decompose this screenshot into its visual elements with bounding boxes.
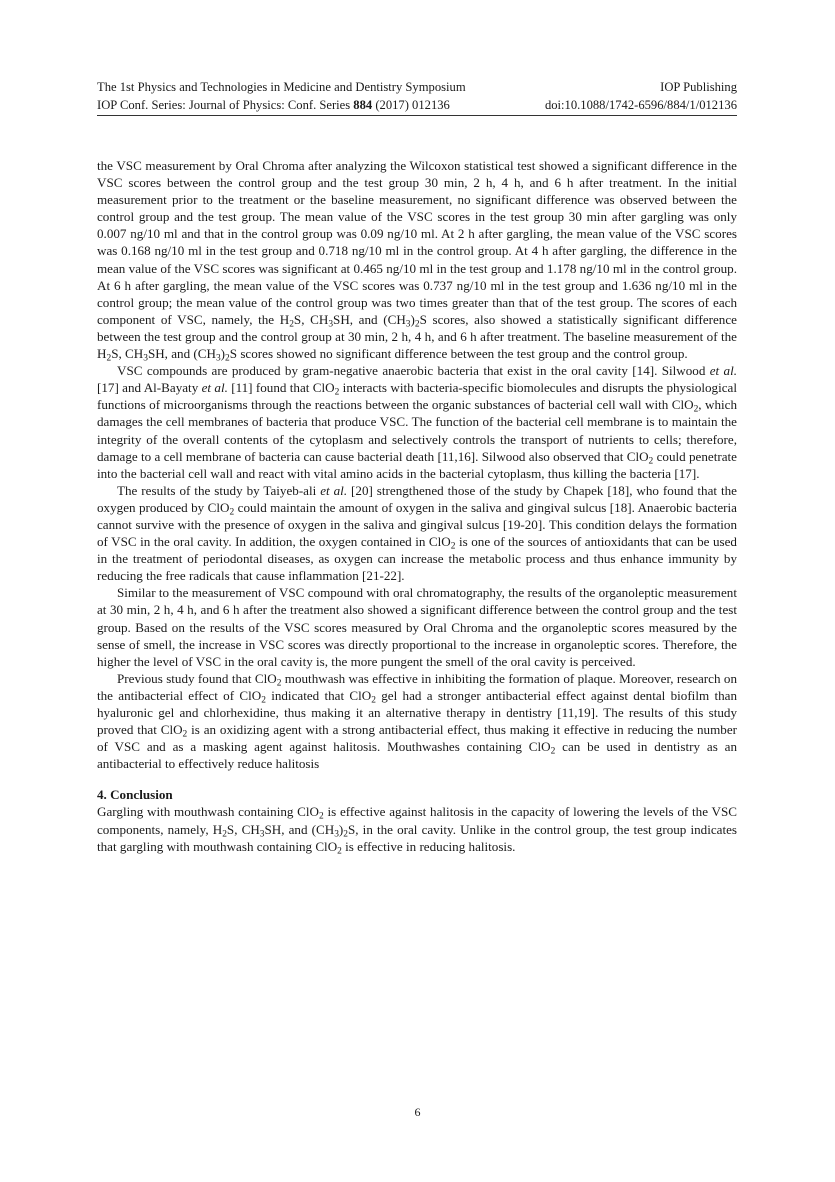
running-header — [97, 78, 737, 116]
paragraph-vsc-bacteria: VSC compounds are produced by gram-negative anaerobic bacteria that exist in the oral cavity [14]. Silwood et al. [17] and Al-Bayaty et al. [11] found that ClO$_2$ interacts with bacteria-specific biomolecules and disrupts the physiological functions of microorganisms through the reactions between the organic substances of bacterial cell wall with ClO$_2$, which damages the cell membranes of bacteria that produce VSC. The function of the bacterial cell membrane is to maintain the integrity of the overall contents of the cytoplasm and selectively controls the transport of nutrients to cells; therefore, damage to a cell membrane of bacteria can cause bacterial death [11,16]. Silwood also observed that ClO$_2$ could penetrate into the bacterial cell wall and react with vital amino acids in the bacterial cytoplasm, thus killing the bacteria [17]. — [97, 363, 737, 481]
volume-number: 884 — [353, 98, 373, 112]
symposium-title: The 1st Physics and Technologies in Medicine and Dentistry Symposium — [97, 80, 466, 94]
publisher-name: IOP Publishing — [660, 80, 737, 94]
header-row-bottom — [97, 96, 737, 114]
doi-text: doi:10.1088/1742-6596/884/1/012136 — [544, 98, 737, 112]
page-number: 6 — [414, 1105, 421, 1119]
paragraph-clo2-antibacterial: Previous study found that ClO$_2$ mouthwash was effective in inhibiting the formation of plaque. Moreover, research on the antibacterial effect of ClO$_2$ indicated that ClO$_2$ gel had a stronger antibacterial effect against dental biofilm than hyaluronic gel and chlorhexidine, thus making it an alternative therapy in dentistry [11,19]. The results of this study proved that ClO$_2$ is an oxidizing agent with a strong antibacterial effect, thus making it effective in reducing the number of VSC and as a masking agent against halitosis. Mouthwashes containing ClO$_2$ can be used in dentistry as an antibacterial to effectively reduce halitosis — [97, 670, 737, 772]
series-citation: IOP Conf. Series: Journal of Physics: Conf. Series 884 (2017) 012136 — [97, 98, 450, 112]
header-rule — [97, 115, 737, 116]
header-row-top — [97, 78, 737, 96]
paragraph-organoleptic: Similar to the measurement of VSC compound with oral chromatography, the results of the organoleptic measurement at 30 min, 2 h, 4 h, and 6 h after the treatment also showed a significant difference between the control group and the test group. Based on the results of the VSC scores measured by Oral Chroma and the organoleptic scores measured by the sense of smell, the increase in VSC scores was directly proportional to the increase in organoleptic scores. Therefore, the higher the level of VSC in the oral cavity is, the more pungent the smell of the oral cavity is perceived. — [97, 585, 737, 669]
paragraph-conclusion: Gargling with mouthwash containing ClO$_2$ is effective against halitosis in the capacity of lowering the levels of the VSC components, namely, $H_2S$, $CH_3SH$, and $(CH_3)_2S$, in the oral cavity. Unlike in the control group, the test group indicates that gargling with mouthwash containing ClO$_2$ is effective in reducing halitosis. — [97, 804, 737, 856]
paragraph-oxygen: The results of the study by Taiyeb-ali et al. [20] strengthened those of the study by Chapek [18], who found that the oxygen produced by ClO$_2$ could maintain the amount of oxygen in the saliva and gingival sulcus [18]. Anaerobic bacteria cannot survive with the presence of oxygen in the saliva and gingival sulcus [19-20]. This condition delays the formation of VSC in the oral cavity. In addition, the oxygen contained in ClO$_2$ is one of the sources of antioxidants that can be used in the treatment of periodontal diseases, as oxygen can increase the metabolic process and thus enhance immunity by reducing the free radicals that cause inflammation [21-22]. — [97, 482, 737, 584]
paragraph-vsc-results: the VSC measurement by Oral Chroma after analyzing the Wilcoxon statistical test showed a significant difference in the VSC scores between the control group and the test group 30 min, 2 h, 4 h, and 6 h after treatment. In the initial measurement prior to the treatment or the baseline measurement, no significant difference was observed between the control group and the test group. The mean value of the VSC scores in the test group 30 min after gargling was only 0.007 ng/10 ml and that in the control group was 0.09 ng/10 ml. At 2 h after gargling, the mean value of the VSC scores was 0.168 ng/10 ml in the test group and 0.718 ng/10 ml in the control group. At 4 h after gargling, the difference in the mean value of the VSC scores was significant at 0.465 ng/10 ml in the test group and 1.178 ng/10 ml in the control group. At 6 h after gargling, the mean value of the VSC scores was 0.737 ng/10 ml in the test group and 1.636 ng/10 ml in the control group; the mean value of the control group was two times greater than that of the test group. The scores of each component of VSC, namely, the $H_2S$, $CH_3SH$, and $(CH_3)_2S$ scores, also showed a statistically significant difference between the test group and the control group at 30 min, 2 h, 4 h, and 6 h after treatment. The baseline measurement of the $H_2S$, $CH_3SH$, and $(CH_3)_2S$ scores showed no significant difference between the test group and the control group. — [97, 158, 737, 364]
body-text — [97, 157, 737, 855]
conclusion-heading: 4. Conclusion — [97, 787, 173, 803]
